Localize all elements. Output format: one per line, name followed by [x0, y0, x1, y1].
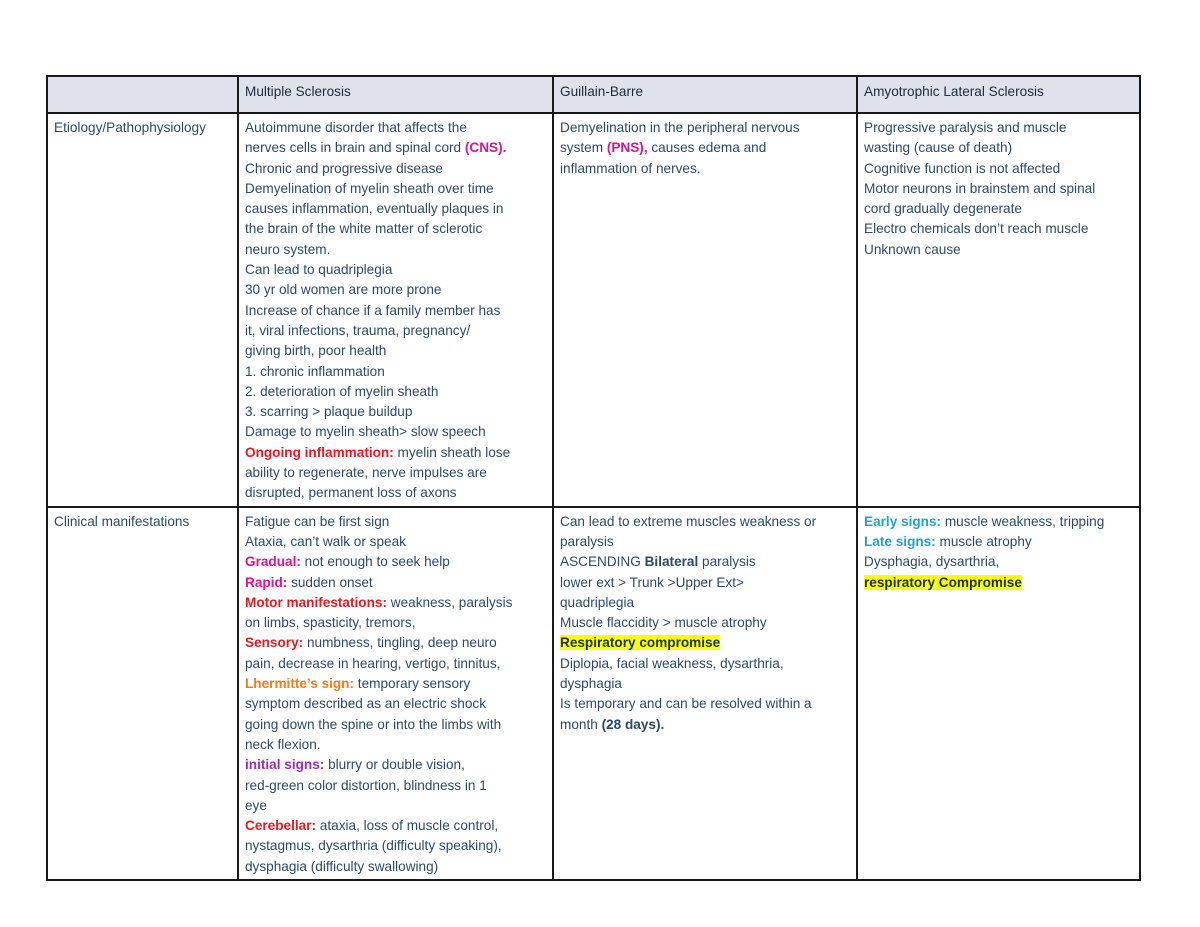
cell-text-line: [245, 483, 546, 503]
cell-text-line: [560, 613, 850, 633]
text-run: system: [560, 140, 607, 156]
cell-text-line: [864, 118, 1133, 138]
text-run: symptom described as an electric shock: [245, 696, 487, 712]
text-run: Lhermitte’s sign:: [245, 676, 355, 692]
text-run: Dysphagia, dysarthria,: [864, 554, 1000, 570]
cell-text-line: [245, 694, 546, 714]
cell-text-line: [245, 463, 546, 483]
cell-text-line: [245, 654, 546, 674]
table-row-clinical: [47, 507, 1140, 880]
cell-text-line: [864, 552, 1133, 572]
text-run: Progressive paralysis and muscle: [864, 120, 1067, 135]
cell-text-line: [245, 118, 546, 138]
text-run: ataxia, loss of muscle control,: [316, 818, 499, 834]
text-run: Rapid:: [245, 574, 288, 590]
text-run: Motor neurons in brainstem and spinal: [864, 180, 1096, 196]
text-run: causes inflammation, eventually plaques in: [245, 201, 504, 217]
text-run: Can lead to quadriplegia: [245, 262, 393, 278]
cell-text-line: [245, 382, 546, 402]
text-run: inflammation of nerves.: [560, 160, 701, 176]
cell-text-line: [245, 422, 546, 442]
text-run: temporary sensory: [354, 676, 471, 692]
header-cell-als: Amyotrophic Lateral Sclerosis: [857, 76, 1140, 113]
text-run: neuro system.: [245, 241, 331, 257]
text-run: Damage to myelin sheath> slow speech: [245, 424, 486, 440]
cell-text-line: [560, 532, 850, 552]
cell-text-line: [245, 443, 546, 463]
text-run: muscle atrophy: [935, 533, 1032, 549]
text-run: Cognitive function is not affected: [864, 160, 1061, 176]
cell-text-line: [560, 159, 850, 179]
cell-text-line: [245, 159, 546, 179]
table-row-etiology: [47, 113, 1140, 507]
text-run: nerves cells in brain and spinal cord: [245, 140, 465, 156]
cell-text-line: [245, 796, 546, 816]
text-run: Gradual:: [245, 554, 301, 570]
cell-text-line: [245, 138, 546, 158]
cell-text-line: [245, 836, 546, 856]
text-run: disrupted, permanent loss of axons: [245, 485, 457, 501]
text-run: myelin sheath lose: [393, 444, 511, 460]
cell-text-line: [560, 593, 850, 613]
text-run: quadriplegia: [560, 594, 635, 610]
cell-text-line: [560, 118, 850, 138]
cell-text-line: [245, 674, 546, 694]
cell-text-line: [245, 593, 546, 613]
text-run: Demyelination of myelin sheath over time: [245, 180, 494, 196]
cell-text-line: [560, 138, 850, 158]
cell-text-line: [560, 573, 850, 593]
text-run: Cerebellar:: [245, 818, 317, 834]
text-run: dysphagia (difficulty swallowing): [245, 858, 439, 874]
text-run: 2. deterioration of myelin sheath: [245, 383, 439, 399]
cell-text-line: [245, 613, 546, 633]
text-run: neck flexion.: [245, 736, 321, 752]
cell-text-line: [245, 179, 546, 199]
cell-text-line: [245, 341, 546, 361]
comparison-table: [46, 75, 1141, 881]
text-run: month: [560, 716, 602, 732]
text-run: sudden onset: [287, 574, 373, 590]
text-run: Muscle flaccidity > muscle atrophy: [560, 615, 767, 631]
text-run: weakness, paralysis: [386, 594, 513, 610]
text-run: eye: [245, 797, 267, 813]
text-run: Fatigue can be first sign: [245, 513, 390, 529]
cell-text-line: [560, 674, 850, 694]
text-run: going down the spine or into the limbs with: [245, 716, 502, 732]
text-run: Unknown cause: [864, 241, 961, 257]
cell-text-line: [245, 552, 546, 572]
cell-text-line: [864, 532, 1133, 552]
text-run: (CNS).: [464, 140, 507, 156]
cell-als-etiology: [857, 113, 1140, 507]
text-run: Electro chemicals don’t reach muscle: [864, 221, 1089, 237]
text-run: Ataxia, can’t walk or speak: [245, 533, 406, 549]
cell-text-line: [864, 159, 1133, 179]
highlighted-text: respiratory Compromise: [864, 574, 1022, 590]
header-cell-multiple-sclerosis: Multiple Sclerosis: [238, 76, 553, 113]
cell-text-line: [245, 301, 546, 321]
cell-text-line: [864, 219, 1133, 239]
row-label-etiology: Etiology/Pathophysiology: [47, 113, 238, 507]
highlighted-text: Respiratory compromise: [560, 635, 721, 651]
cell-ms-clinical: [238, 507, 553, 880]
cell-text-line: [245, 280, 546, 300]
cell-text-line: [245, 816, 546, 836]
text-run: giving birth, poor health: [245, 343, 387, 359]
cell-gb-etiology: [553, 113, 857, 507]
text-run: Bilateral: [644, 554, 699, 570]
cell-text-line: [560, 715, 850, 735]
text-run: Demyelination in the peripheral nervous: [560, 120, 800, 135]
cell-text-line: [245, 633, 546, 653]
text-run: wasting (cause of death): [864, 140, 1013, 156]
header-cell-empty: [47, 76, 238, 113]
text-run: on limbs, spasticity, tremors,: [245, 615, 416, 631]
cell-text-line: [245, 715, 546, 735]
text-run: 1. chronic inflammation: [245, 363, 385, 379]
cell-text-line: [864, 138, 1133, 158]
cell-ms-etiology: [238, 113, 553, 507]
text-run: not enough to seek help: [300, 554, 450, 570]
text-run: paralysis: [698, 554, 756, 570]
text-run: pain, decrease in hearing, vertigo, tinnitus,: [245, 655, 501, 671]
cell-text-line: [245, 755, 546, 775]
cell-text-line: [245, 573, 546, 593]
cell-text-line: [245, 857, 546, 877]
text-run: Diplopia, facial weakness, dysarthria,: [560, 655, 784, 671]
cell-text-line: [560, 552, 850, 572]
cell-text-line: [245, 402, 546, 422]
text-run: (PNS),: [606, 140, 648, 156]
text-run: it, viral infections, trauma, pregnancy/: [245, 322, 471, 338]
cell-text-line: [245, 260, 546, 280]
cell-als-clinical: [857, 507, 1140, 880]
text-run: Is temporary and can be resolved within a: [560, 696, 812, 712]
text-run: dysphagia: [560, 676, 622, 692]
text-run: the brain of the white matter of sclerotic: [245, 221, 483, 237]
table-header-row: [47, 76, 1140, 113]
cell-text-line: [560, 654, 850, 674]
cell-text-line: [245, 219, 546, 239]
text-run: Ongoing inflammation:: [245, 444, 394, 460]
text-run: Sensory:: [245, 635, 304, 651]
text-run: paralysis: [560, 533, 614, 549]
text-run: initial signs:: [245, 757, 325, 773]
cell-text-line: [245, 512, 546, 532]
text-run: red-green color distortion, blindness in 1: [245, 777, 487, 793]
cell-text-line: [864, 512, 1133, 532]
header-cell-guillain-barre: Guillain-Barre: [553, 76, 857, 113]
text-run: Autoimmune disorder that affects the: [245, 120, 467, 135]
cell-text-line: [245, 776, 546, 796]
text-run: blurry or double vision,: [324, 757, 465, 773]
text-run: muscle weakness, tripping: [941, 513, 1105, 529]
text-run: nystagmus, dysarthria (difficulty speaking),: [245, 838, 502, 854]
cell-gb-clinical: [553, 507, 857, 880]
text-run: numbness, tingling, deep neuro: [303, 635, 497, 651]
text-run: cord gradually degenerate: [864, 201, 1022, 217]
text-run: causes edema and: [647, 140, 767, 156]
cell-text-line: [864, 240, 1133, 260]
text-run: ability to regenerate, nerve impulses are: [245, 465, 487, 481]
cell-text-line: [864, 199, 1133, 219]
text-run: lower ext > Trunk >Upper Ext>: [560, 574, 744, 590]
text-run: Motor manifestations:: [245, 594, 387, 610]
cell-text-line: [864, 573, 1133, 593]
cell-text-line: [245, 532, 546, 552]
text-run: 30 yr old women are more prone: [245, 282, 442, 298]
row-label-clinical: Clinical manifestations: [47, 507, 238, 880]
text-run: Can lead to extreme muscles weakness or: [560, 513, 817, 529]
cell-text-line: [245, 199, 546, 219]
text-run: 3. scarring > plaque buildup: [245, 404, 413, 420]
cell-text-line: [245, 735, 546, 755]
text-run: Chronic and progressive disease: [245, 160, 443, 176]
cell-text-line: [560, 512, 850, 532]
text-run: ASCENDING: [560, 554, 645, 570]
text-run: Early signs:: [864, 513, 942, 529]
cell-text-line: [245, 321, 546, 341]
cell-text-line: [245, 362, 546, 382]
text-run: (28 days).: [601, 716, 665, 732]
cell-text-line: [245, 240, 546, 260]
text-run: Increase of chance if a family member has: [245, 302, 501, 318]
cell-text-line: [864, 179, 1133, 199]
text-run: Late signs:: [864, 533, 936, 549]
cell-text-line: [560, 633, 850, 653]
cell-text-line: [560, 694, 850, 714]
